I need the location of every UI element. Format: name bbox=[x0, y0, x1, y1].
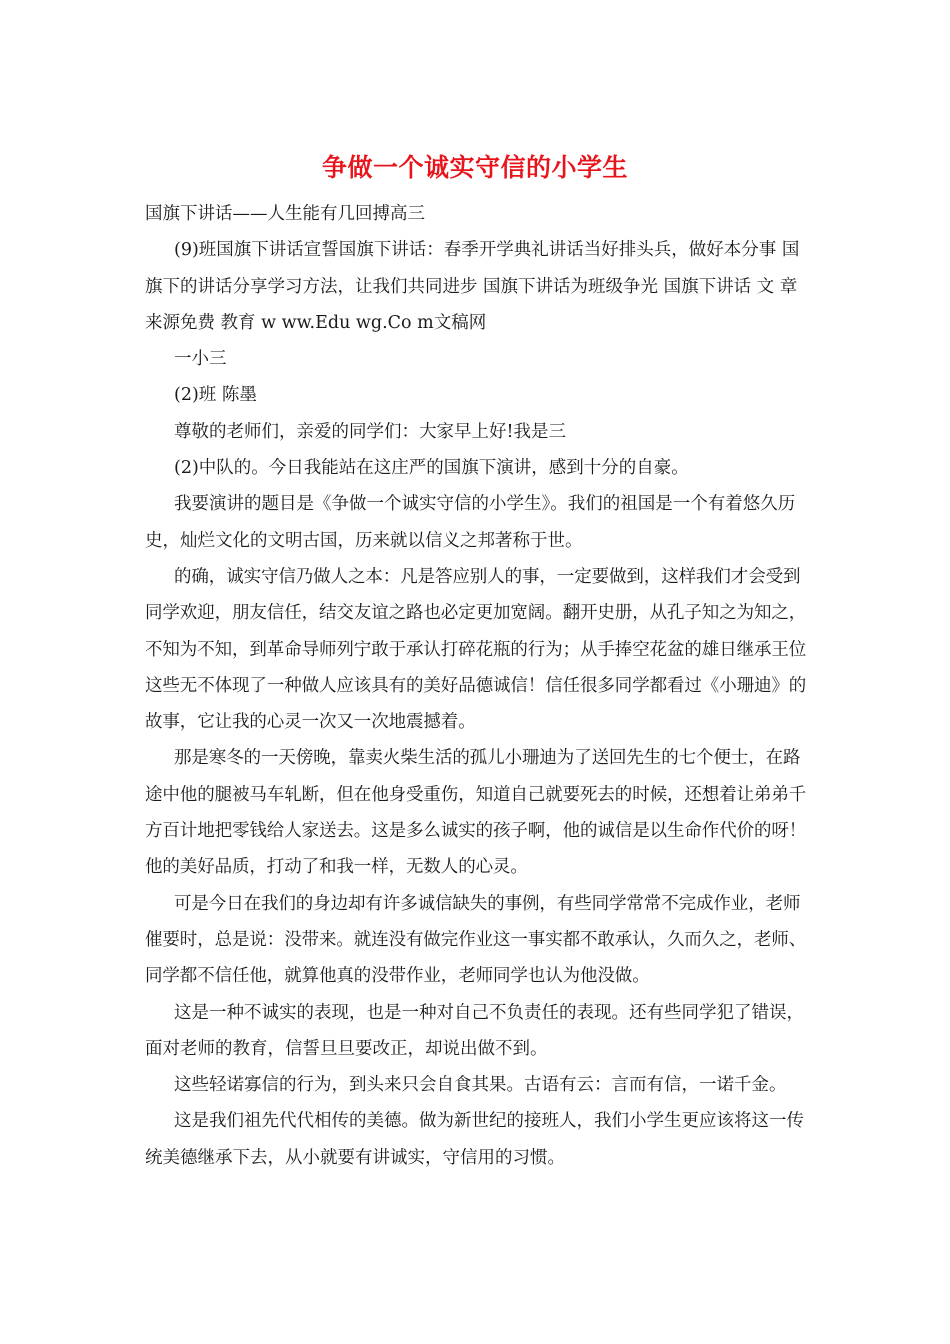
document-title: 争做一个诚实守信的小学生 bbox=[321, 153, 628, 182]
paragraph: (9)班国旗下讲话宣誓国旗下讲话：春季开学典礼讲话当好排头兵，做好本分事 国旗下的讲话分享学习方法，让我们共同进步 国旗下讲话为班级争光 国旗下讲话 文 章来源免费 教育 w ww.Edu wg.Co m文稿网 bbox=[145, 240, 800, 333]
paragraph: 这些轻诺寡信的行为，到头来只会自食其果。古语有云：言而有信，一诺千金。 bbox=[174, 1075, 787, 1096]
paragraph: 我要演讲的题目是《争做一个诚实守信的小学生》。我们的祖国是一个有着悠久历史，灿烂文化的文明古国，历来就以信义之邦著称于世。 bbox=[145, 494, 796, 551]
paragraph: (2)班 陈墨 bbox=[174, 385, 257, 406]
paragraph: 这是我们祖先代代相传的美德。做为新世纪的接班人，我们小学生更应该将这一传统美德继承下去，从小就要有讲诚实，守信用的习惯。 bbox=[145, 1111, 804, 1168]
paragraph: 国旗下讲话——人生能有几回搏高三 bbox=[145, 204, 425, 224]
paragraph: (2)中队的。今日我能站在这庄严的国旗下演讲，感到十分的自豪。 bbox=[174, 458, 689, 479]
paragraph: 尊敬的老师们，亲爱的同学们：大家早上好!我是三 bbox=[174, 421, 567, 442]
paragraph: 那是寒冬的一天傍晚，靠卖火柴生活的孤儿小珊迪为了送回先生的七个便士，在路途中他的腿被马车轧断，但在他身受重伤，知道自己就要死去的时候，还想着让弟弟千方百计地把零钱给人家送去。这是多么诚实的孩子啊，他的诚信是以生命作代价的呀！他的美好品质，打动了和我一样，无数人的心灵。 bbox=[145, 748, 807, 878]
paragraph: 一小三 bbox=[174, 349, 227, 370]
document-body bbox=[145, 196, 810, 1176]
paragraph: 这是一种不诚实的表现，也是一种对自己不负责任的表现。还有些同学犯了错误，面对老师的教育，信誓旦旦要改正，却说出做不到。 bbox=[145, 1002, 804, 1059]
paragraph: 的确，诚实守信乃做人之本：凡是答应别人的事，一定要做到，这样我们才会受到同学欢迎，朋友信任，结交友谊之路也必定更加宽阔。翻开史册，从孔子知之为知之，不知为不知，到革命导师列宁敢于承认打碎花瓶的行为；从手捧空花盆的雄日继承王位这些无不体现了一种做人应该具有的美好品德诚信！信任很多同学都看过《小珊迪》的故事，它让我的心灵一次又一次地震撼着。 bbox=[145, 566, 807, 733]
paragraph: 可是今日在我们的身边却有许多诚信缺失的事例，有些同学常常不完成作业，老师催要时，总是说：没带来。就连没有做完作业这一事实都不敢承认，久而久之，老师、同学都不信任他，就算他真的没带作业，老师同学也认为他没做。 bbox=[145, 893, 807, 987]
